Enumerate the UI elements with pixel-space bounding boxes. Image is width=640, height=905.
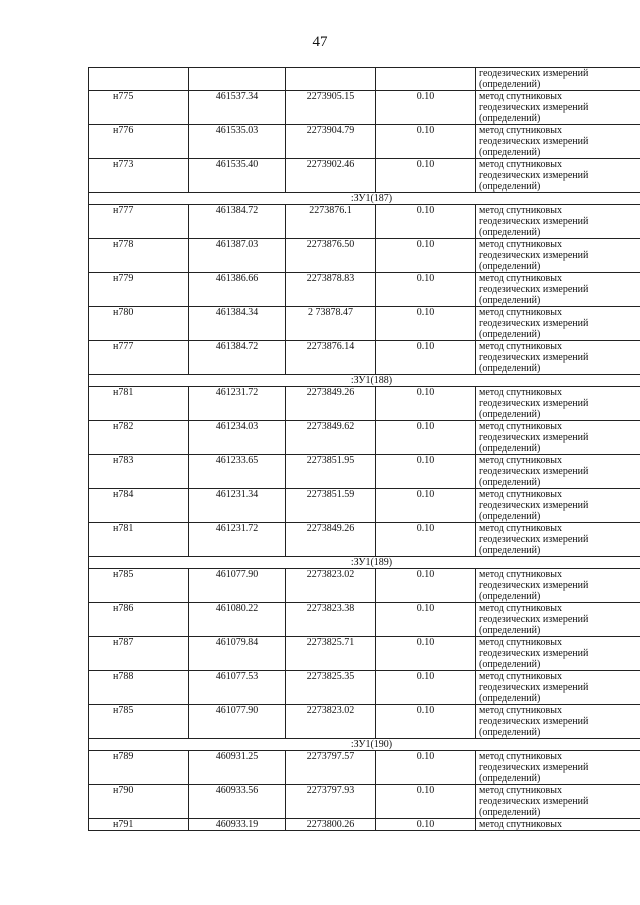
method-line: геодезических измерений	[479, 250, 589, 261]
x-coord-cell	[189, 523, 286, 557]
section-label: :ЗУ1(190)	[89, 739, 640, 751]
table-row	[89, 125, 640, 159]
section-label: :ЗУ1(189)	[89, 557, 640, 569]
x-coord-cell	[189, 91, 286, 125]
y-coord-cell	[286, 387, 376, 421]
y-coord-value: 2273876.14	[306, 341, 355, 352]
section-header-row	[89, 557, 640, 569]
y-coord-cell	[286, 671, 376, 705]
method-line: (определений)	[479, 329, 541, 340]
y-coord-value: 2273905.15	[306, 91, 355, 102]
x-coord-cell	[189, 125, 286, 159]
y-coord-value: 2273876.50	[306, 239, 355, 250]
method-line: (определений)	[479, 727, 541, 738]
method-cell	[476, 273, 640, 307]
table-row	[89, 603, 640, 637]
method-cell	[476, 489, 640, 523]
method-line: геодезических измерений	[479, 318, 589, 329]
point-id-value: н785	[113, 705, 134, 716]
table-row	[89, 307, 640, 341]
method-cell	[476, 307, 640, 341]
mt-value: 0.10	[416, 307, 435, 318]
point-id-cell	[89, 421, 189, 455]
method-line: геодезических измерений	[479, 682, 589, 693]
y-coord-cell	[286, 421, 376, 455]
mt-cell	[376, 205, 476, 239]
table-row	[89, 637, 640, 671]
method-cell	[476, 637, 640, 671]
table-row	[89, 421, 640, 455]
x-coord-cell	[189, 307, 286, 341]
point-id-cell	[89, 569, 189, 603]
method-line: метод спутниковых	[479, 239, 562, 250]
y-coord-value: 2 73878.47	[308, 307, 353, 318]
method-cell	[476, 91, 640, 125]
mt-cell	[376, 91, 476, 125]
table-row	[89, 239, 640, 273]
point-id-value: н781	[113, 387, 134, 398]
method-cell	[476, 387, 640, 421]
method-line: метод спутниковых	[479, 205, 562, 216]
method-line: геодезических измерений	[479, 534, 589, 545]
method-line: метод спутниковых	[479, 489, 562, 500]
mt-value: 0.10	[416, 205, 435, 216]
method-line: (определений)	[479, 443, 541, 454]
mt-cell	[376, 705, 476, 739]
point-id-value: н785	[113, 569, 134, 580]
section-header-row	[89, 193, 640, 205]
method-line: геодезических измерений	[479, 170, 589, 181]
table-row	[89, 341, 640, 375]
method-line: метод спутниковых	[479, 159, 562, 170]
method-line: метод спутниковых	[479, 819, 562, 830]
point-id-cell	[89, 307, 189, 341]
method-line: геодезических измерений	[479, 102, 589, 113]
mt-cell	[376, 421, 476, 455]
y-coord-value: 2273797.93	[306, 785, 355, 796]
method-line: геодезических измерений	[479, 136, 589, 147]
mt-cell	[376, 68, 476, 91]
x-coord-cell	[189, 751, 286, 785]
point-id-cell	[89, 751, 189, 785]
table-row	[89, 819, 640, 831]
mt-value: 0.10	[416, 523, 435, 534]
method-line: метод спутниковых	[479, 751, 562, 762]
point-id-value: н786	[113, 603, 134, 614]
mt-value: 0.10	[416, 455, 435, 466]
y-coord-value: 2273823.02	[306, 705, 355, 716]
y-coord-value: 2273800.26	[306, 819, 355, 830]
method-line: геодезических измерений	[479, 580, 589, 591]
point-id-cell	[89, 273, 189, 307]
method-line: метод спутниковых	[479, 273, 562, 284]
x-coord-cell	[189, 341, 286, 375]
section-header-row	[89, 375, 640, 387]
y-coord-value: 2273797.57	[306, 751, 355, 762]
method-line: геодезических измерений	[479, 398, 589, 409]
y-coord-cell	[286, 569, 376, 603]
point-id-value: н783	[113, 455, 134, 466]
section-label: :ЗУ1(188)	[89, 375, 640, 387]
method-line: (определений)	[479, 147, 541, 158]
mt-cell	[376, 273, 476, 307]
mt-value: 0.10	[416, 785, 435, 796]
mt-value: 0.10	[416, 569, 435, 580]
y-coord-value: 2273876.1	[309, 205, 352, 216]
point-id-value: н787	[113, 637, 134, 648]
x-coord-value: 461386.66	[215, 273, 259, 284]
method-cell	[476, 159, 640, 193]
y-coord-value: 2273849.26	[306, 523, 355, 534]
mt-cell	[376, 785, 476, 819]
y-coord-cell	[286, 307, 376, 341]
section-header-row	[89, 739, 640, 751]
method-line: (определений)	[479, 545, 541, 556]
method-cell	[476, 751, 640, 785]
method-cell	[476, 421, 640, 455]
x-coord-value: 461535.40	[215, 159, 259, 170]
method-cell	[476, 341, 640, 375]
method-cell	[476, 125, 640, 159]
x-coord-cell	[189, 489, 286, 523]
method-line: (определений)	[479, 181, 541, 192]
point-id-value: н781	[113, 523, 134, 534]
mt-cell	[376, 671, 476, 705]
table-row	[89, 387, 640, 421]
mt-cell	[376, 489, 476, 523]
mt-cell	[376, 159, 476, 193]
y-coord-value: 2273823.38	[306, 603, 355, 614]
method-line: метод спутниковых	[479, 637, 562, 648]
method-cell	[476, 569, 640, 603]
y-coord-cell	[286, 455, 376, 489]
method-line: геодезических измерений	[479, 614, 589, 625]
point-id-cell	[89, 125, 189, 159]
method-line: геодезических измерений	[479, 762, 589, 773]
method-line: (определений)	[479, 659, 541, 670]
x-coord-cell	[189, 603, 286, 637]
table-row	[89, 205, 640, 239]
mt-value: 0.10	[416, 637, 435, 648]
x-coord-value: 461231.72	[215, 523, 259, 534]
point-id-cell	[89, 205, 189, 239]
x-coord-cell	[189, 671, 286, 705]
mt-value: 0.10	[416, 603, 435, 614]
x-coord-cell	[189, 239, 286, 273]
x-coord-value: 461234.03	[215, 421, 259, 432]
x-coord-cell	[189, 68, 286, 91]
mt-value: 0.10	[416, 239, 435, 250]
point-id-cell	[89, 387, 189, 421]
mt-cell	[376, 637, 476, 671]
method-cell	[476, 603, 640, 637]
method-line: (определений)	[479, 511, 541, 522]
method-cell	[476, 455, 640, 489]
point-id-cell	[89, 68, 189, 91]
point-id-cell	[89, 91, 189, 125]
y-coord-cell	[286, 273, 376, 307]
x-coord-value: 461077.90	[215, 569, 259, 580]
x-coord-value: 460933.56	[215, 785, 259, 796]
method-line: (определений)	[479, 113, 541, 124]
method-line: (определений)	[479, 261, 541, 272]
mt-value: 0.10	[416, 421, 435, 432]
table-row	[89, 273, 640, 307]
method-line: геодезических измерений	[479, 796, 589, 807]
point-id-value: н791	[113, 819, 134, 830]
table-row	[89, 159, 640, 193]
point-id-value: н779	[113, 273, 134, 284]
mt-value: 0.10	[416, 671, 435, 682]
method-line: метод спутниковых	[479, 307, 562, 318]
x-coord-cell	[189, 785, 286, 819]
method-line: (определений)	[479, 693, 541, 704]
method-line: метод спутниковых	[479, 421, 562, 432]
method-line: метод спутниковых	[479, 705, 562, 716]
y-coord-value: 2273851.95	[306, 455, 355, 466]
method-line: (определений)	[479, 625, 541, 636]
method-line: геодезических измерений	[479, 716, 589, 727]
point-id-value: н790	[113, 785, 134, 796]
mt-value: 0.10	[416, 751, 435, 762]
x-coord-value: 461535.03	[215, 125, 259, 136]
method-line: метод спутниковых	[479, 125, 562, 136]
method-line: метод спутниковых	[479, 785, 562, 796]
method-line: (определений)	[479, 477, 541, 488]
y-coord-value: 2273902.46	[306, 159, 355, 170]
y-coord-cell	[286, 785, 376, 819]
y-coord-cell	[286, 819, 376, 831]
mt-value: 0.10	[416, 387, 435, 398]
y-coord-cell	[286, 205, 376, 239]
y-coord-cell	[286, 68, 376, 91]
mt-value: 0.10	[416, 159, 435, 170]
table-row	[89, 705, 640, 739]
point-id-cell	[89, 603, 189, 637]
x-coord-value: 461387.03	[215, 239, 259, 250]
point-id-value: н778	[113, 239, 134, 250]
point-id-value: н782	[113, 421, 134, 432]
x-coord-cell	[189, 159, 286, 193]
mt-cell	[376, 819, 476, 831]
mt-cell	[376, 751, 476, 785]
y-coord-cell	[286, 637, 376, 671]
point-id-value: н789	[113, 751, 134, 762]
method-line: (определений)	[479, 227, 541, 238]
x-coord-cell	[189, 569, 286, 603]
x-coord-value: 460931.25	[215, 751, 259, 762]
mt-value: 0.10	[416, 819, 435, 830]
point-id-cell	[89, 637, 189, 671]
mt-cell	[376, 239, 476, 273]
method-line: (определений)	[479, 363, 541, 374]
y-coord-cell	[286, 603, 376, 637]
x-coord-value: 460933.19	[215, 819, 259, 830]
method-line: (определений)	[479, 591, 541, 602]
mt-cell	[376, 455, 476, 489]
point-id-cell	[89, 341, 189, 375]
method-cell	[476, 523, 640, 557]
method-cell	[476, 671, 640, 705]
point-id-value: н788	[113, 671, 134, 682]
method-line: геодезических измерений	[479, 68, 589, 79]
table-row-continued	[89, 68, 640, 91]
y-coord-cell	[286, 341, 376, 375]
point-id-value: н777	[113, 205, 134, 216]
point-id-value: н784	[113, 489, 134, 500]
table-row	[89, 785, 640, 819]
method-line: геодезических измерений	[479, 284, 589, 295]
mt-cell	[376, 523, 476, 557]
y-coord-value: 2273878.83	[306, 273, 355, 284]
method-line: метод спутниковых	[479, 387, 562, 398]
y-coord-cell	[286, 751, 376, 785]
x-coord-cell	[189, 455, 286, 489]
x-coord-value: 461384.72	[215, 341, 259, 352]
mt-value: 0.10	[416, 489, 435, 500]
point-id-cell	[89, 705, 189, 739]
coordinates-table	[88, 67, 640, 831]
x-coord-cell	[189, 421, 286, 455]
mt-cell	[376, 387, 476, 421]
y-coord-value: 2273849.62	[306, 421, 355, 432]
x-coord-value: 461079.84	[215, 637, 259, 648]
mt-cell	[376, 603, 476, 637]
point-id-cell	[89, 159, 189, 193]
y-coord-cell	[286, 489, 376, 523]
method-cell	[476, 68, 640, 91]
point-id-cell	[89, 239, 189, 273]
point-id-value: н773	[113, 159, 134, 170]
table-row	[89, 523, 640, 557]
mt-cell	[376, 125, 476, 159]
y-coord-cell	[286, 705, 376, 739]
x-coord-value: 461384.34	[215, 307, 259, 318]
y-coord-value: 2273849.26	[306, 387, 355, 398]
method-line: метод спутниковых	[479, 603, 562, 614]
mt-value: 0.10	[416, 125, 435, 136]
method-line: метод спутниковых	[479, 91, 562, 102]
mt-value: 0.10	[416, 705, 435, 716]
y-coord-value: 2273825.71	[306, 637, 355, 648]
point-id-cell	[89, 819, 189, 831]
method-line: метод спутниковых	[479, 671, 562, 682]
point-id-cell	[89, 455, 189, 489]
y-coord-cell	[286, 239, 376, 273]
table-row	[89, 455, 640, 489]
method-line: геодезических измерений	[479, 648, 589, 659]
method-line: (определений)	[479, 79, 541, 90]
mt-value: 0.10	[416, 341, 435, 352]
method-cell	[476, 819, 640, 831]
x-coord-value: 461537.34	[215, 91, 259, 102]
method-cell	[476, 205, 640, 239]
method-line: метод спутниковых	[479, 523, 562, 534]
method-line: метод спутниковых	[479, 341, 562, 352]
x-coord-cell	[189, 819, 286, 831]
table-row	[89, 489, 640, 523]
mt-value: 0.10	[416, 91, 435, 102]
x-coord-cell	[189, 637, 286, 671]
x-coord-cell	[189, 273, 286, 307]
point-id-value: н775	[113, 91, 134, 102]
x-coord-value: 461233.65	[215, 455, 259, 466]
point-id-cell	[89, 523, 189, 557]
method-line: геодезических измерений	[479, 466, 589, 477]
method-cell	[476, 705, 640, 739]
point-id-cell	[89, 489, 189, 523]
y-coord-cell	[286, 125, 376, 159]
method-cell	[476, 785, 640, 819]
x-coord-value: 461231.72	[215, 387, 259, 398]
x-coord-value: 461080.22	[215, 603, 259, 614]
x-coord-value: 461077.90	[215, 705, 259, 716]
mt-value: 0.10	[416, 273, 435, 284]
method-line: (определений)	[479, 295, 541, 306]
mt-cell	[376, 569, 476, 603]
coordinates-table-body	[89, 68, 640, 831]
method-line: (определений)	[479, 409, 541, 420]
y-coord-cell	[286, 523, 376, 557]
method-line: геодезических измерений	[479, 216, 589, 227]
y-coord-value: 2273823.02	[306, 569, 355, 580]
point-id-cell	[89, 671, 189, 705]
y-coord-value: 2273904.79	[306, 125, 355, 136]
table-row	[89, 91, 640, 125]
page-number: 47	[312, 34, 328, 50]
x-coord-cell	[189, 705, 286, 739]
method-line: геодезических измерений	[479, 500, 589, 511]
x-coord-value: 461384.72	[215, 205, 259, 216]
point-id-value: н776	[113, 125, 134, 136]
y-coord-value: 2273851.59	[306, 489, 355, 500]
y-coord-value: 2273825.35	[306, 671, 355, 682]
method-line: геодезических измерений	[479, 432, 589, 443]
method-line: (определений)	[479, 807, 541, 818]
x-coord-cell	[189, 387, 286, 421]
mt-cell	[376, 341, 476, 375]
method-cell	[476, 239, 640, 273]
method-line: геодезических измерений	[479, 352, 589, 363]
mt-cell	[376, 307, 476, 341]
x-coord-value: 461231.34	[215, 489, 259, 500]
y-coord-cell	[286, 159, 376, 193]
point-id-value: н777	[113, 341, 134, 352]
point-id-cell	[89, 785, 189, 819]
y-coord-cell	[286, 91, 376, 125]
x-coord-cell	[189, 205, 286, 239]
section-label: :ЗУ1(187)	[89, 193, 640, 205]
table-row	[89, 751, 640, 785]
method-line: (определений)	[479, 773, 541, 784]
table-row	[89, 671, 640, 705]
method-line: метод спутниковых	[479, 455, 562, 466]
table-row	[89, 569, 640, 603]
point-id-value: н780	[113, 307, 134, 318]
x-coord-value: 461077.53	[215, 671, 259, 682]
method-line: метод спутниковых	[479, 569, 562, 580]
